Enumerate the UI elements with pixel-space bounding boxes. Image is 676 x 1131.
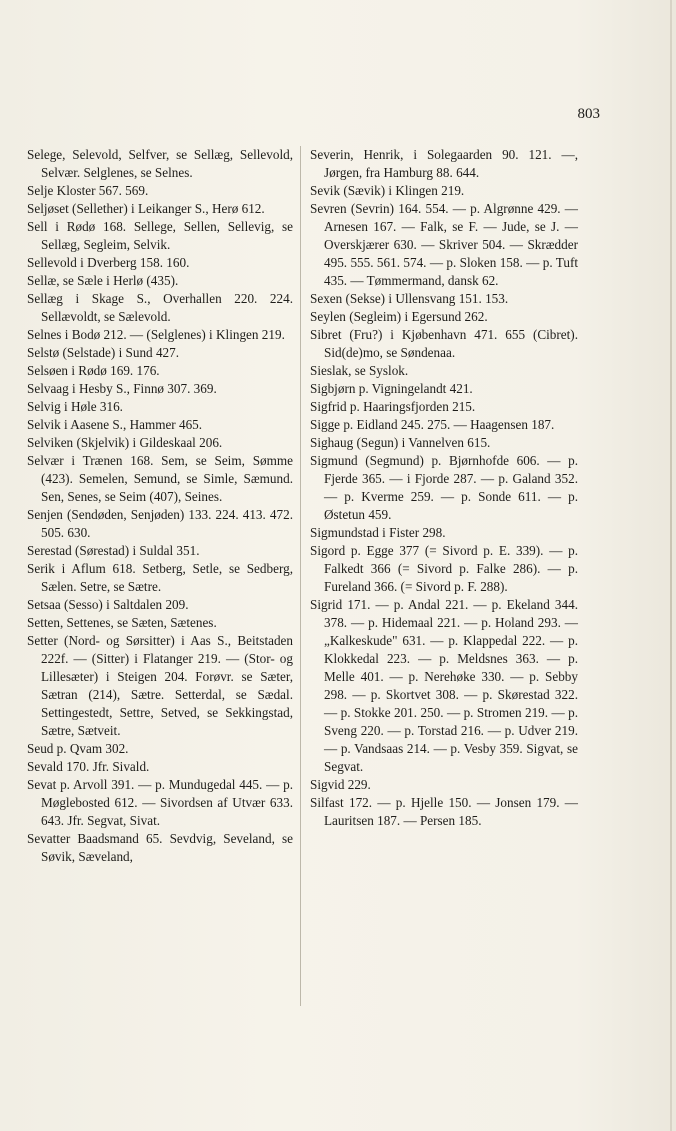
index-entry: Sigmund (Segmund) p. Bjørnhofde 606. — p. Fjerde 365. — i Fjorde 287. — p. Galand 352. — p. Kverme 259. — p. Sonde 611. — p. Østetun 459. [310, 453, 578, 522]
index-entry: Sieslak, se Syslok. [310, 363, 409, 378]
index-entry: Sevik (Sævik) i Klingen 219. [310, 183, 465, 198]
index-entry: Selje Kloster 567. 569. [27, 183, 149, 198]
index-entry: Selnes i Bodø 212. — (Selglenes) i Klingen 219. [27, 327, 285, 342]
index-entry: Setter (Nord- og Sørsitter) i Aas S., Beitstaden 222f. — (Sitter) i Flatanger 219. — (Stor- og Lillesæter) i Steigen 204. Forøvr. se Sæter, Sætran (214), Sætre. Setterdal, se Sædal. Settingestedt, Settre, Setved, se Sekkingstad, Sætre, Sætveit. [27, 633, 293, 738]
index-entry: Selege, Selevold, Selfver, se Sellæg, Sellevold, Selvær. Selglenes, se Selnes. [27, 147, 293, 180]
index-entry: Sibret (Fru?) i Kjøbenhavn 471. 655 (Cibret). Sid(de)mo, se Søndenaa. [310, 327, 578, 360]
index-entry: Seylen (Segleim) i Egersund 262. [310, 309, 488, 324]
index-entry: Severin, Henrik, i Solegaarden 90. 121. —, Jørgen, fra Hamburg 88. 644. [310, 147, 578, 180]
index-entry: Sigfrid p. Haaringsfjorden 215. [310, 399, 476, 414]
right-column [310, 146, 578, 830]
index-entry: Serik i Aflum 618. Setberg, Setle, se Sedberg, Sælen. Setre, se Sætre. [27, 561, 293, 594]
index-entry: Sigge p. Eidland 245. 275. — Haagensen 187. [310, 417, 555, 432]
index-entry: Sevren (Sevrin) 164. 554. — p. Algrønne 429. — Arnesen 167. — Falk, se F. — Jude, se J. — Overskjærer 630. — Skriver 504. — Skrædder 495. 555. 561. 574. — p. Sloken 158. — p. Tuft 435. — Tømmermand, dansk 62. [310, 201, 578, 288]
index-entry: Sigbjørn p. Vigningelandt 421. [310, 381, 473, 396]
index-entry: Sigvid 229. [310, 777, 371, 792]
index-entry: Sevald 170. Jfr. Sivald. [27, 759, 150, 774]
index-entry: Sighaug (Segun) i Vannelven 615. [310, 435, 491, 450]
index-entry: Selvær i Trænen 168. Sem, se Seim, Sømme (423). Semelen, Semund, se Simle, Sæmund. Sen, Senes, se Seim (407), Seines. [27, 453, 293, 504]
index-entry: Sell i Rødø 168. Sellege, Sellen, Sellevig, se Sellæg, Segleim, Selvik. [27, 219, 293, 252]
index-entry: Silfast 172. — p. Hjelle 150. — Jonsen 179. — Lauritsen 187. — Persen 185. [310, 795, 578, 828]
index-entry: Sigord p. Egge 377 (= Sivord p. E. 339). — p. Falkedt 366 (= Sivord p. Falke 286). — p. Fureland 366. (= Sivord p. F. 288). [310, 543, 578, 594]
index-entry: Selvaag i Hesby S., Finnø 307. 369. [27, 381, 217, 396]
index-entry: Sellæ, se Sæle i Herlø (435). [27, 273, 179, 288]
index-entry: Sellevold i Dverberg 158. 160. [27, 255, 190, 270]
index-entry: Setten, Settenes, se Sæten, Sætenes. [27, 615, 217, 630]
index-entry: Serestad (Sørestad) i Suldal 351. [27, 543, 200, 558]
column-divider [300, 146, 301, 1006]
left-column [27, 146, 293, 866]
index-entry: Sigmundstad i Fister 298. [310, 525, 446, 540]
index-entry: Setsaa (Sesso) i Saltdalen 209. [27, 597, 189, 612]
index-entry: Selsøen i Rødø 169. 176. [27, 363, 160, 378]
index-entry: Senjen (Sendøden, Senjøden) 133. 224. 413. 472. 505. 630. [27, 507, 293, 540]
page-number: 803 [577, 106, 600, 122]
index-entry: Sevatter Baadsmand 65. Sevdvig, Seveland, se Søvik, Sæveland, [27, 831, 293, 864]
index-entry: Selvig i Høle 316. [27, 399, 123, 414]
page-edge [670, 0, 672, 1131]
index-entry: Sellæg i Skage S., Overhallen 220. 224. Sellævoldt, se Sælevold. [27, 291, 293, 324]
index-entry: Sevat p. Arvoll 391. — p. Mundugedal 445. — p. Møglebosted 612. — Sivordsen af Utvær 633. 643. Jfr. Segvat, Sivat. [27, 777, 293, 828]
index-entry: Sexen (Sekse) i Ullensvang 151. 153. [310, 291, 509, 306]
index-entry: Seljøset (Sellether) i Leikanger S., Herø 612. [27, 201, 265, 216]
index-entry: Selvik i Aasene S., Hammer 465. [27, 417, 203, 432]
index-entry: Selviken (Skjelvik) i Gildeskaal 206. [27, 435, 223, 450]
index-entry: Selstø (Selstade) i Sund 427. [27, 345, 180, 360]
index-entry: Sigrid 171. — p. Andal 221. — p. Ekeland 344. 378. — p. Hidemaal 221. — p. Holand 293. — „Kalkeskude" 631. — p. Klappedal 222. — p. Klokkedal 223. — p. Meldsnes 363. — p. Melle 401. — p. Nerehøke 330. — p. Sebby 298. — p. Skortvet 308. — p. Skørestad 322. — p. Stokke 201. 250. — p. Stromen 219. — p. Sveng 220. — p. Torstad 216. — p. Udver 219. — p. Vandsaas 214. — p. Vesby 359. Sigvat, se Segvat. [310, 597, 578, 774]
index-entry: Seud p. Qvam 302. [27, 741, 129, 756]
